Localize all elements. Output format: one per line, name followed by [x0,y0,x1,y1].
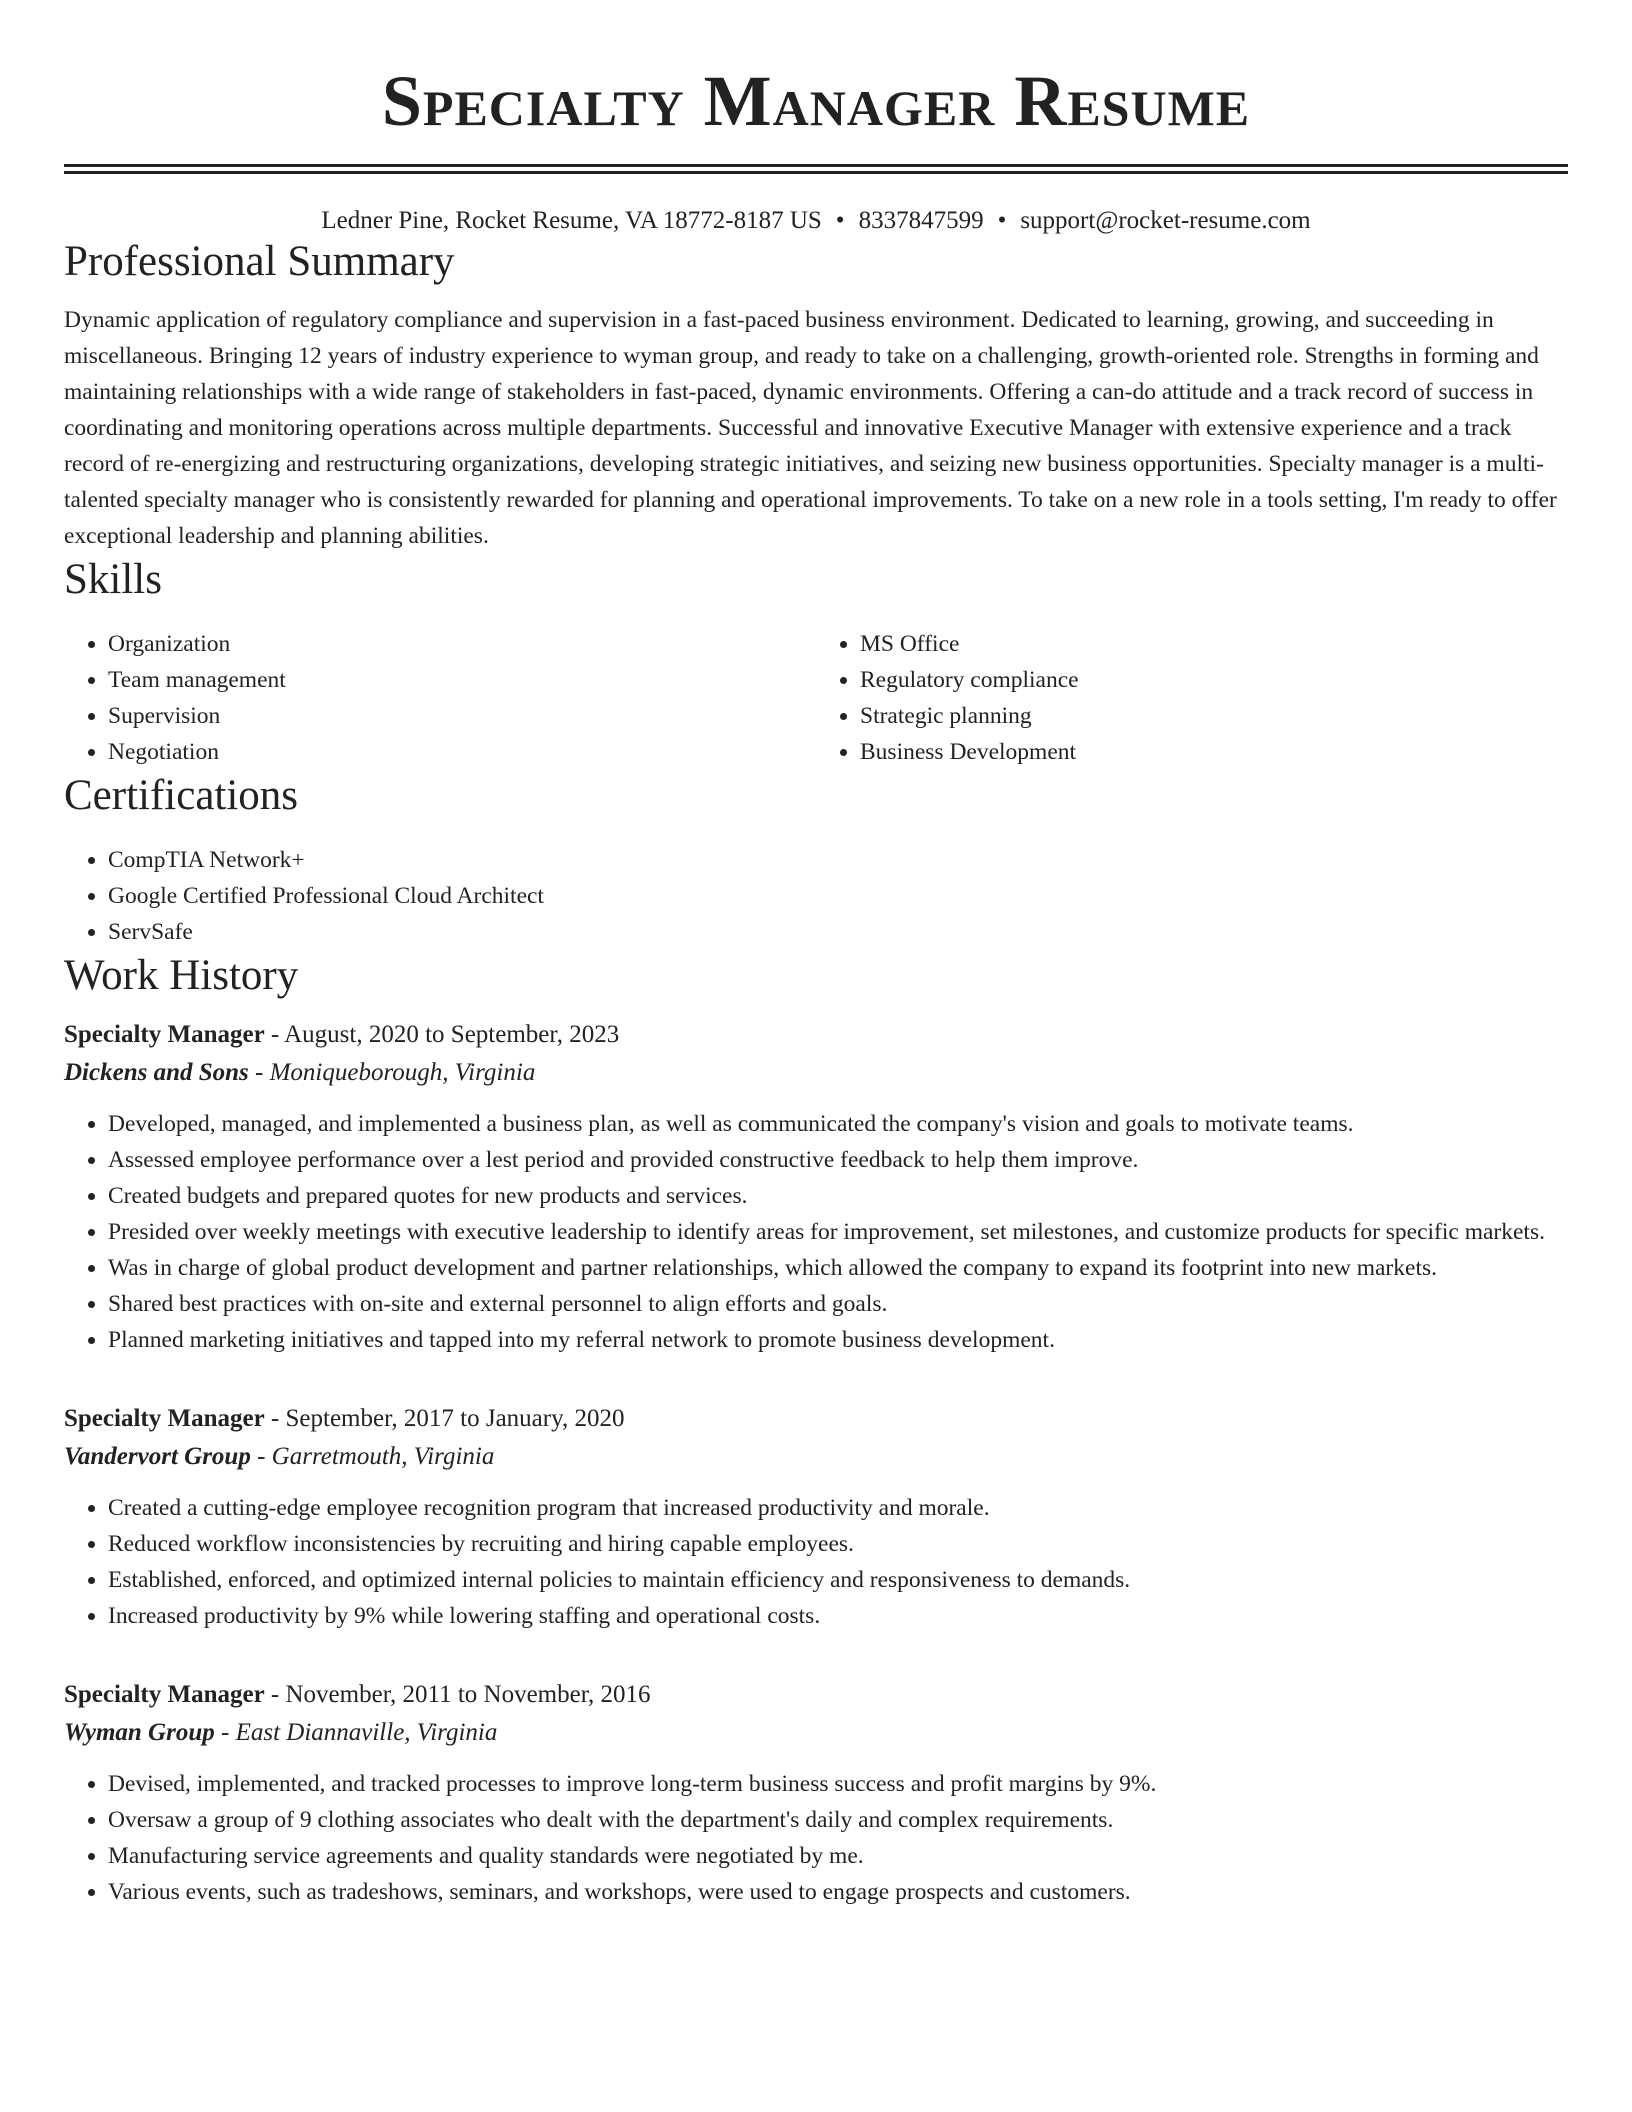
job-bullet: • Presided over weekly meetings with executive leadership to identify areas for improvement, set milestones, and customize products for specific markets. [108,1214,1568,1250]
certifications-list [64,842,1568,950]
job-entry [64,1400,1568,1634]
job-bullet: • Devised, implemented, and tracked processes to improve long-term business success and profit margins by 9%. [108,1766,1568,1802]
job-company: Dickens and Sons [64,1059,249,1086]
skill-item: • Regulatory compliance [860,662,1568,698]
summary-text: Dynamic application of regulatory compliance and supervision in a fast-paced business environment. Dedicated to learning, growing, and succeeding in miscellaneous. Bringing 12 years of industry experience to wyman group, and ready to take on a challenging, growth-oriented role. Strengths in forming and maintaining relationships with a wide range of stakeholders in fast-paced, dynamic environments. Offering a can-do attitude and a track record of success in coordinating and monitoring operations across multiple departments. Successful and innovative Executive Manager with extensive experience and a track record of re-energizing and restructuring organizations, developing strategic initiatives, and seizing new business opportunities. Specialty manager is a multi-talented specialty manager who is consistently rewarded for planning and operational improvements. To take on a new role in a tools setting, I'm ready to offer exceptional leadership and planning abilities. [64,307,1557,549]
job-dates: November, 2011 to November, 2016 [285,1681,651,1708]
job-location: East Diannaville, Virginia [235,1719,498,1746]
job-location: Garretmouth, Virginia [271,1443,495,1470]
job-bullet: • Manufacturing service agreements and quality standards were negotiated by me. [108,1838,1568,1874]
certification-item: • CompTIA Network+ [108,842,1568,878]
job-bullet: • Various events, such as tradeshows, seminars, and workshops, were used to engage prospects and customers. [108,1874,1568,1910]
skill-item: • Supervision [108,698,816,734]
contact-line [64,206,1568,236]
job-dates: September, 2017 to January, 2020 [285,1405,625,1432]
job-role: Specialty Manager [64,1681,265,1708]
skills-heading: Skills [64,556,162,603]
job-bullet: • Created budgets and prepared quotes for new products and services. [108,1178,1568,1214]
skill-item: • Business Development [860,734,1568,770]
job-bullet: • Established, enforced, and optimized internal policies to maintain efficiency and responsiveness to demands. [108,1562,1568,1598]
skills-list [64,626,1568,770]
contact-separator: • [835,207,845,234]
job-bullet: • Planned marketing initiatives and tapped into my referral network to promote business development. [108,1322,1568,1358]
skills-column-left [64,626,816,770]
job-bullet: • Oversaw a group of 9 clothing associates who dealt with the department's daily and complex requirements. [108,1802,1568,1838]
contact-email: support@rocket-resume.com [1020,207,1311,234]
job-location: Moniqueborough, Virginia [269,1059,536,1086]
contact-phone: 8337847599 [858,207,984,234]
job-bullet: • Created a cutting-edge employee recognition program that increased productivity and morale. [108,1490,1568,1526]
skill-item: • Team management [108,662,816,698]
summary-heading: Professional Summary [64,238,455,285]
job-company-line: Wyman Group - East Diannaville, Virginia [64,1719,498,1746]
job-role: Specialty Manager [64,1021,265,1048]
job-bullets [64,1490,1568,1634]
certification-item: • ServSafe [108,914,1568,950]
job-company: Vandervort Group [64,1443,251,1470]
title-divider [64,164,1568,174]
job-entry [64,1676,1568,1910]
skills-column-right [816,626,1568,770]
page-title: Specialty Manager Resume [381,61,1251,141]
job-role: Specialty Manager [64,1405,265,1432]
job-company: Wyman Group [64,1719,215,1746]
skill-item: • Negotiation [108,734,816,770]
certifications-heading: Certifications [64,772,299,819]
job-bullets [64,1766,1568,1910]
certification-item: • Google Certified Professional Cloud Architect [108,878,1568,914]
skill-item: • MS Office [860,626,1568,662]
job-title-line: Specialty Manager - September, 2017 to January, 2020 [64,1405,625,1432]
job-company-line: Vandervort Group - Garretmouth, Virginia [64,1443,495,1470]
job-bullet: • Shared best practices with on-site and external personnel to align efforts and goals. [108,1286,1568,1322]
job-bullets [64,1106,1568,1358]
contact-separator: • [997,207,1007,234]
skill-item: • Strategic planning [860,698,1568,734]
job-bullet: • Was in charge of global product development and partner relationships, which allowed the company to expand its footprint into new markets. [108,1250,1568,1286]
job-dates: August, 2020 to September, 2023 [284,1021,620,1048]
job-bullet: • Developed, managed, and implemented a business plan, as well as communicated the company's vision and goals to motivate teams. [108,1106,1568,1142]
job-bullet: • Reduced workflow inconsistencies by recruiting and hiring capable employees. [108,1526,1568,1562]
job-entry [64,1016,1568,1358]
contact-address: Ledner Pine, Rocket Resume, VA 18772-8187 US [321,207,822,234]
job-title-line: Specialty Manager - August, 2020 to September, 2023 [64,1021,620,1048]
work-history-heading: Work History [64,952,299,999]
job-bullet: • Assessed employee performance over a lest period and provided constructive feedback to help them improve. [108,1142,1568,1178]
job-company-line: Dickens and Sons - Moniqueborough, Virginia [64,1059,536,1086]
skill-item: • Organization [108,626,816,662]
job-bullet: • Increased productivity by 9% while lowering staffing and operational costs. [108,1598,1568,1634]
job-title-line: Specialty Manager - November, 2011 to November, 2016 [64,1681,651,1708]
